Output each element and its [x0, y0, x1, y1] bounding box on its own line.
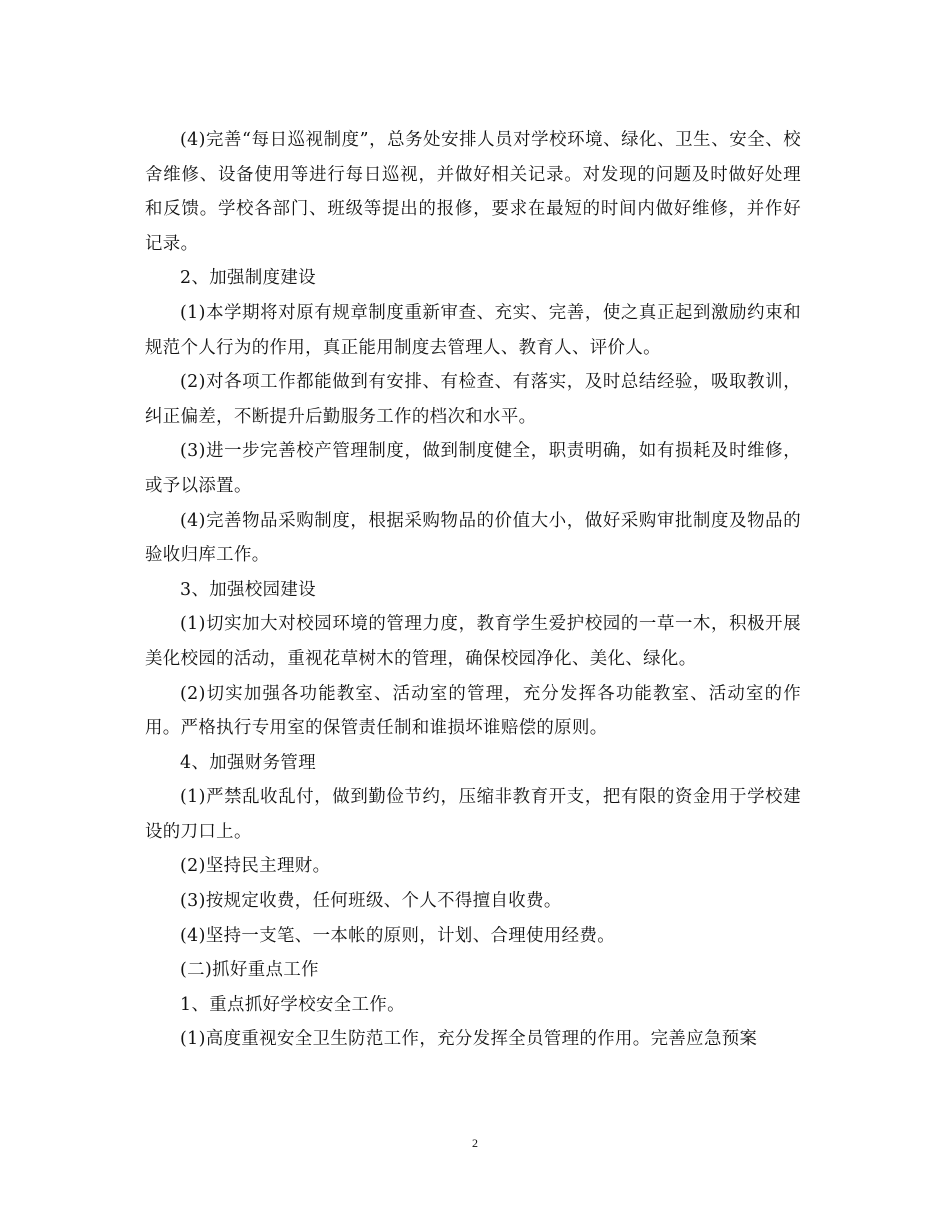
paragraph: (2)坚持民主理财。 — [180, 856, 331, 877]
paragraph: (1)高度重视安全卫生防范工作，充分发挥全员管理的作用。完善应急预案 — [180, 1029, 758, 1050]
section-heading: 3、加强校园建设 — [180, 579, 316, 600]
paragraph: (1)本学期将对原有规章制度重新审查、充实、完善，使之真正起到激励约束和规范个人行为的作用，真正能用制度去管理人、教育人、评价人。 — [145, 302, 801, 358]
paragraph: (4)完善物品采购制度，根据采购物品的价值大小，做好采购审批制度及物品的验收归库工作。 — [145, 510, 801, 566]
paragraph: (1)切实加大对校园环境的管理力度，教育学生爱护校园的一草一木，积极开展美化校园的活动，重视花草树木的管理，确保校园净化、美化、绿化。 — [145, 614, 801, 669]
document-body — [145, 123, 801, 1057]
paragraph: (4)坚持一支笔、一本帐的原则，计划、合理使用经费。 — [180, 925, 616, 946]
section-heading: 1、重点抓好学校安全工作。 — [180, 994, 405, 1015]
section-heading: (二)抓好重点工作 — [180, 960, 319, 981]
section-heading: 4、加强财务管理 — [180, 752, 316, 773]
paragraph: (3)按规定收费，任何班级、个人不得擅自收费。 — [180, 891, 562, 912]
page-number: 2 — [472, 1136, 478, 1150]
paragraph: (3)进一步完善校产管理制度，做到制度健全，职责明确，如有损耗及时维修，或予以添置。 — [145, 441, 801, 496]
paragraph: (2)对各项工作都能做到有安排、有检查、有落实，及时总结经验，吸取教训，纠正偏差，不断提升后勤服务工作的档次和水平。 — [145, 372, 801, 427]
section-heading: 2、加强制度建设 — [180, 268, 316, 289]
paragraph: (4)完善“每日巡视制度”，总务处安排人员对学校环境、绿化、卫生、安全、校舍维修、设备使用等进行每日巡视，并做好相关记录。对发现的问题及时做好处理和反馈。学校各部门、班级等提出的报修，要求在最短的时间内做好维修，并作好记录。 — [145, 130, 801, 254]
paragraph: (2)切实加强各功能教室、活动室的管理，充分发挥各功能教室、活动室的作用。严格执行专用室的保管责任制和谁损坏谁赔偿的原则。 — [145, 683, 801, 739]
paragraph: (1)严禁乱收乱付，做到勤俭节约，压缩非教育开支，把有限的资金用于学校建设的刀口上。 — [145, 787, 801, 842]
